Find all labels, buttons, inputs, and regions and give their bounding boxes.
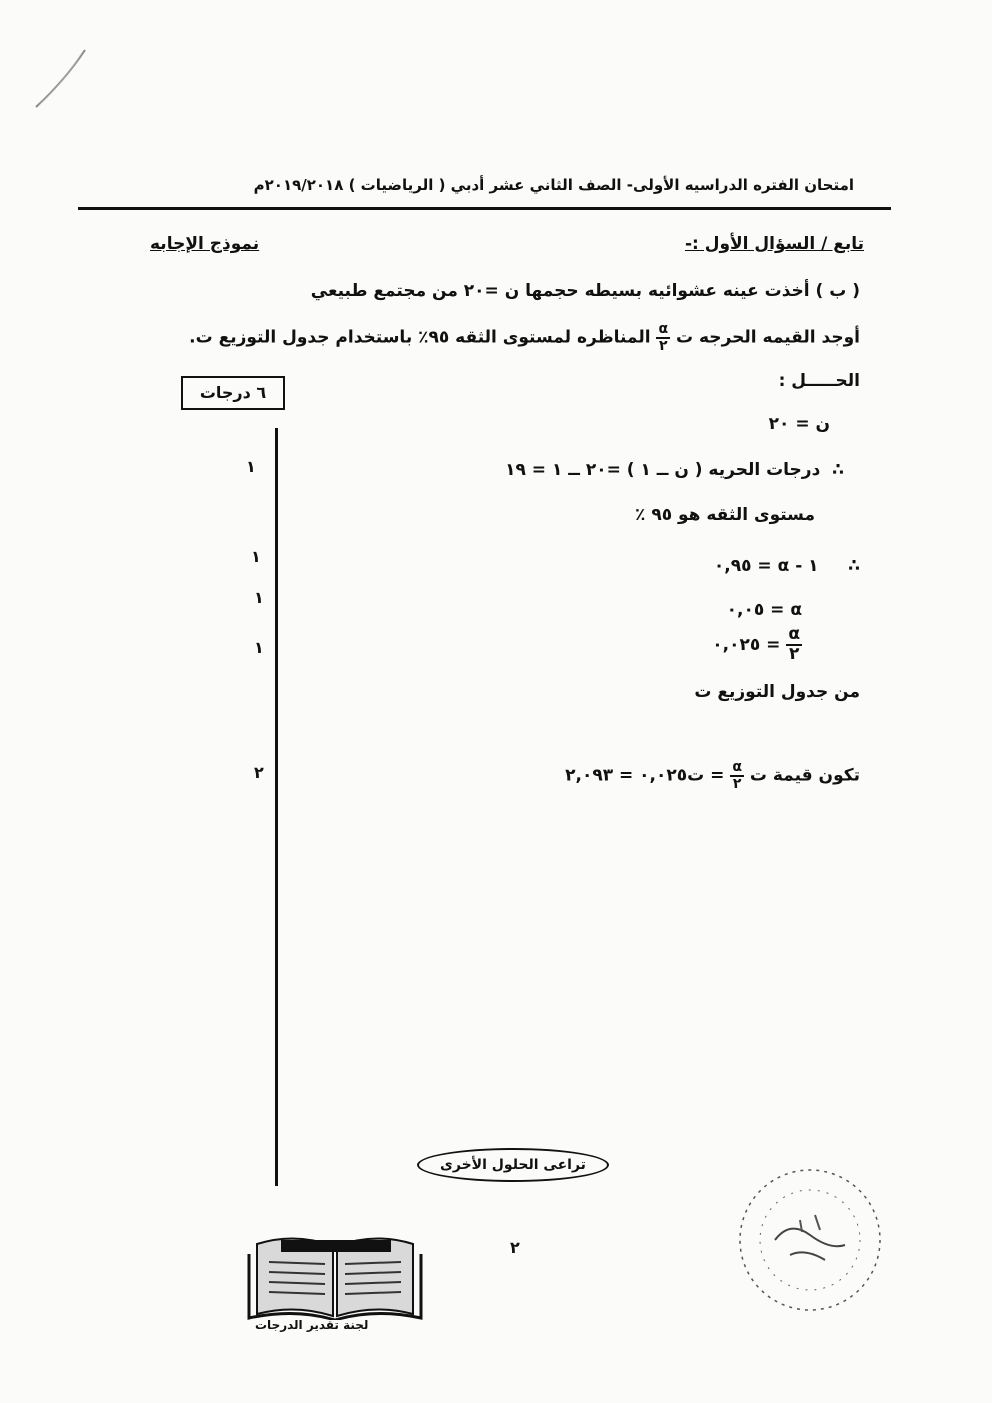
other-solutions-note (417, 1148, 609, 1182)
solution-label: الحـــــل : (778, 371, 860, 391)
half-alpha-eq (712, 626, 802, 664)
model-answer-label: نموذج الإجابه (150, 234, 260, 254)
task-text-pre: أوجد القيمه الحرجه ت (676, 327, 860, 348)
pen-mark (30, 45, 90, 115)
alpha-numerator: α (732, 759, 742, 775)
mark-value: ١ (246, 457, 256, 476)
task-text-post: المناظره لمستوى الثقه ٩٥٪ باستخدام جدول التوزيع ت. (189, 327, 651, 348)
alpha-numerator: α (788, 624, 800, 644)
therefore-symbol: ∴ (848, 556, 860, 576)
alpha-eq-1 (714, 556, 860, 576)
result-text-post: = ت٠,٠٢٥ = ٢,٠٩٣ (565, 765, 725, 786)
mark-value: ١ (251, 547, 261, 566)
two-denominator: ٢ (788, 643, 800, 664)
alpha-numerator: α (658, 321, 669, 337)
alpha-eq-2 (727, 600, 802, 620)
other-solutions-text: تراعى الحلول الأخرى (440, 1157, 586, 1173)
mark-value: ١ (254, 638, 264, 657)
alpha-symbol: α (790, 600, 802, 620)
mark-value: ١ (254, 588, 264, 607)
alpha-eq-1-lhs: ١ - (795, 556, 819, 576)
n-equals-line: ن = ٢٠ (768, 414, 830, 434)
marks-divider (275, 428, 278, 1186)
result-line (565, 760, 860, 791)
alpha-over-two (656, 322, 670, 353)
mark-value: ٢ (254, 763, 264, 782)
book-logo-icon (245, 1232, 425, 1320)
grade-box-text: ٦ درجات (199, 383, 267, 402)
question-label: تابع / السؤال الأول :- (684, 234, 864, 254)
confidence-line: مستوى الثقه هو ٩٥ ٪ (635, 505, 815, 525)
question-part-b: ( ب ) أخذت عينه عشوائيه بسيطه حجمها ن =٢٠ من مجتمع طبيعي (310, 281, 860, 301)
logo-caption: لجنة تقدير الدرجات (255, 1318, 369, 1332)
official-stamp-icon (730, 1160, 890, 1320)
result-text-pre: تكون قيمة ت (749, 765, 860, 786)
dof-line (505, 460, 844, 480)
alpha-eq-2-value: = ٠,٠٥ (726, 600, 785, 620)
half-alpha-value: = ٠,٠٢٥ (712, 634, 781, 655)
alpha-over-two (730, 760, 744, 791)
alpha-over-two (786, 626, 802, 664)
question-task (189, 322, 860, 353)
two-denominator: ٢ (658, 337, 668, 354)
ministry-logo (245, 1232, 435, 1337)
header-rule (78, 207, 891, 210)
alpha-symbol: α (777, 556, 790, 576)
dof-text: درجات الحريه ( ن ــ ١ ) =٢٠ ــ ١ = ١٩ (505, 460, 821, 480)
grade-box (181, 376, 285, 410)
two-denominator: ٢ (732, 775, 742, 792)
from-table-line: من جدول التوزيع ت (694, 682, 860, 702)
exam-header-title: امتحان الفتره الدراسيه الأولى- الصف الثاني عشر أدبي ( الرياضيات ) ٢٠١٩/٢٠١٨م (253, 176, 854, 194)
therefore-symbol: ∴ (832, 460, 844, 480)
alpha-eq-1-rhs: = ٠,٩٥ (713, 556, 772, 576)
page-number: ٢ (510, 1238, 520, 1257)
